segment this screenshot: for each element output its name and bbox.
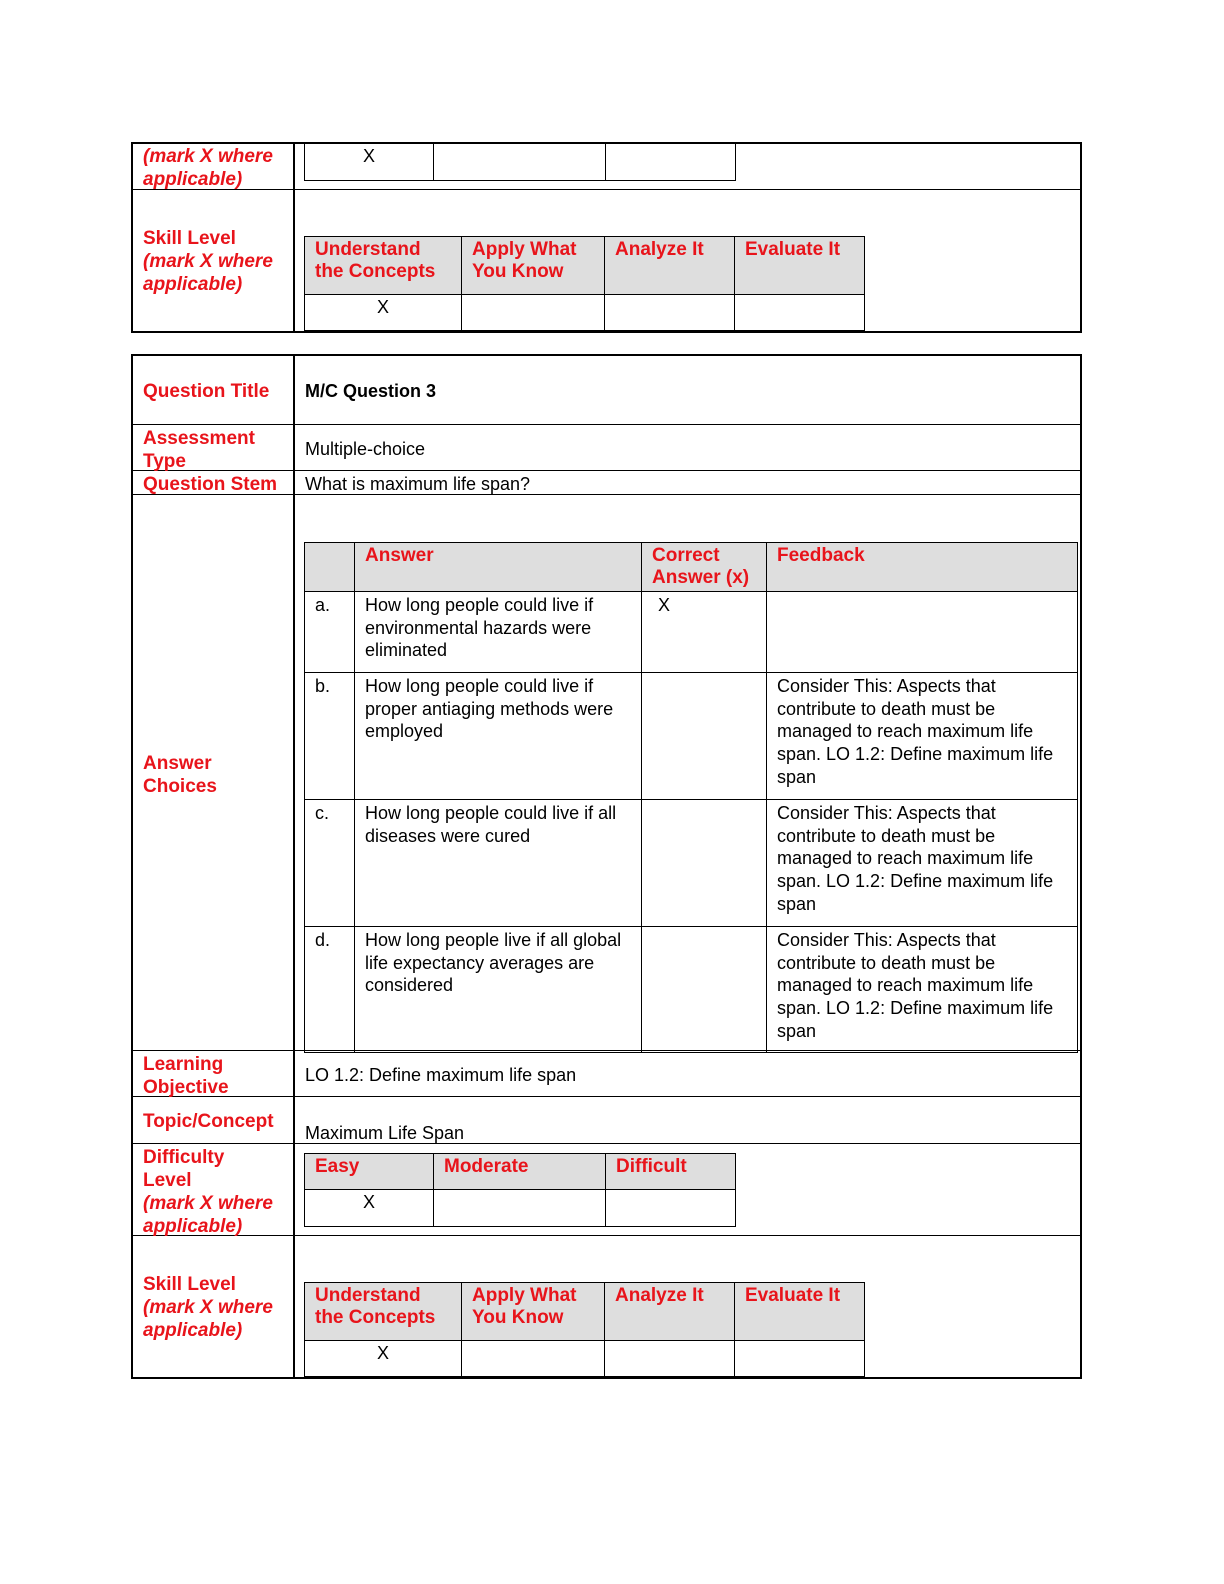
column-divider xyxy=(293,354,295,1379)
difficulty-table xyxy=(304,1153,736,1227)
assessment-type-value: Multiple-choice xyxy=(305,439,426,459)
column-divider xyxy=(293,142,295,333)
answer-correct-mark[interactable] xyxy=(642,800,767,927)
answer-feedback: Consider This: Aspects that contribute to death must be managed to reach maximum life span. LO 1.2: Define maximum life span xyxy=(767,673,1078,800)
difficulty-mark-difficult[interactable] xyxy=(606,1190,736,1227)
answers-header-answer: Answer xyxy=(355,543,642,592)
answer-feedback: Consider This: Aspects that contribute to death must be managed to reach maximum life span. LO 1.2: Define maximum life span xyxy=(767,800,1078,927)
difficulty-header-moderate: Moderate xyxy=(434,1154,606,1190)
prev-difficulty-note: (mark X where applicable) xyxy=(143,146,273,190)
row-divider xyxy=(131,424,1082,425)
prev-skill-header-apply: Apply What You Know xyxy=(462,237,605,295)
table-row xyxy=(305,592,1078,673)
answer-choices-label: Answer Choices xyxy=(143,753,217,797)
skill-table xyxy=(304,1282,865,1377)
answer-text: How long people live if all global life expectancy averages are considered xyxy=(355,927,642,1053)
prev-skill-mark-understand[interactable]: X xyxy=(305,295,462,331)
answers-header-correct: Correct Answer (x) xyxy=(642,543,767,592)
skill-mark-evaluate[interactable] xyxy=(735,1341,865,1377)
row-divider xyxy=(131,1096,1082,1097)
assessment-type-label: Assessment Type xyxy=(143,428,255,472)
answer-correct-mark[interactable] xyxy=(642,673,767,800)
difficulty-note: (mark X where applicable) xyxy=(143,1193,273,1237)
answer-letter: a. xyxy=(305,592,355,673)
prev-difficulty-mark-easy[interactable]: X xyxy=(305,144,434,181)
answers-table xyxy=(304,542,1078,1053)
topic-value: Maximum Life Span xyxy=(305,1123,465,1143)
answer-letter: b. xyxy=(305,673,355,800)
prev-difficulty-mark-moderate[interactable] xyxy=(434,144,606,181)
skill-note: (mark X where applicable) xyxy=(143,1297,273,1341)
prev-skill-header-understand: Understand the Concepts xyxy=(305,237,462,295)
table-row xyxy=(305,927,1078,1053)
answer-feedback xyxy=(767,592,1078,673)
learning-objective-label: Learning Objective xyxy=(143,1054,229,1098)
skill-header-understand: Understand the Concepts xyxy=(305,1283,462,1341)
answer-correct-mark[interactable]: X xyxy=(642,592,767,673)
prev-skill-mark-analyze[interactable] xyxy=(605,295,735,331)
difficulty-mark-moderate[interactable] xyxy=(434,1190,606,1227)
answers-header-feedback: Feedback xyxy=(767,543,1078,592)
skill-header-apply: Apply What You Know xyxy=(462,1283,605,1341)
prev-skill-mark-apply[interactable] xyxy=(462,295,605,331)
answer-text: How long people could live if environmental hazards were eliminated xyxy=(355,592,642,673)
difficulty-header-easy: Easy xyxy=(305,1154,434,1190)
table-row xyxy=(305,800,1078,927)
skill-mark-analyze[interactable] xyxy=(605,1341,735,1377)
prev-skill-table xyxy=(304,236,865,331)
answer-text: How long people could live if all diseases were cured xyxy=(355,800,642,927)
answer-correct-mark[interactable] xyxy=(642,927,767,1053)
prev-skill-header-evaluate: Evaluate It xyxy=(735,237,865,295)
row-divider xyxy=(131,470,1082,471)
table-row xyxy=(305,673,1078,800)
learning-objective-value: LO 1.2: Define maximum life span xyxy=(305,1065,577,1085)
difficulty-mark-easy[interactable]: X xyxy=(305,1190,434,1227)
answer-letter: d. xyxy=(305,927,355,1053)
topic-label: Topic/Concept xyxy=(143,1111,274,1132)
skill-label: Skill Level (mark X where applicable) xyxy=(143,1273,288,1342)
row-divider xyxy=(131,1143,1082,1144)
question-stem-label: Question Stem xyxy=(143,474,278,495)
prev-skill-label: Skill Level (mark X where applicable) xyxy=(143,227,288,296)
question-title-label: Question Title xyxy=(143,381,270,402)
difficulty-header-difficult: Difficult xyxy=(606,1154,736,1190)
skill-mark-understand[interactable]: X xyxy=(305,1341,462,1377)
question-title-value: M/C Question 3 xyxy=(305,381,437,401)
prev-skill-note: (mark X where applicable) xyxy=(143,251,273,295)
answer-feedback: Consider This: Aspects that contribute to death must be managed to reach maximum life span. LO 1.2: Define maximum life span xyxy=(767,927,1078,1053)
prev-skill-header-analyze: Analyze It xyxy=(605,237,735,295)
answer-text: How long people could live if proper antiaging methods were employed xyxy=(355,673,642,800)
prev-difficulty-table xyxy=(304,143,736,181)
prev-skill-mark-evaluate[interactable] xyxy=(735,295,865,331)
skill-header-evaluate: Evaluate It xyxy=(735,1283,865,1341)
answer-letter: c. xyxy=(305,800,355,927)
answers-header-letter xyxy=(305,543,355,592)
question-stem-value: What is maximum life span? xyxy=(305,474,531,494)
skill-header-analyze: Analyze It xyxy=(605,1283,735,1341)
prev-difficulty-label xyxy=(143,145,288,191)
skill-mark-apply[interactable] xyxy=(462,1341,605,1377)
difficulty-label: Difficulty Level (mark X where applicable) xyxy=(143,1146,288,1238)
prev-difficulty-mark-difficult[interactable] xyxy=(606,144,736,181)
